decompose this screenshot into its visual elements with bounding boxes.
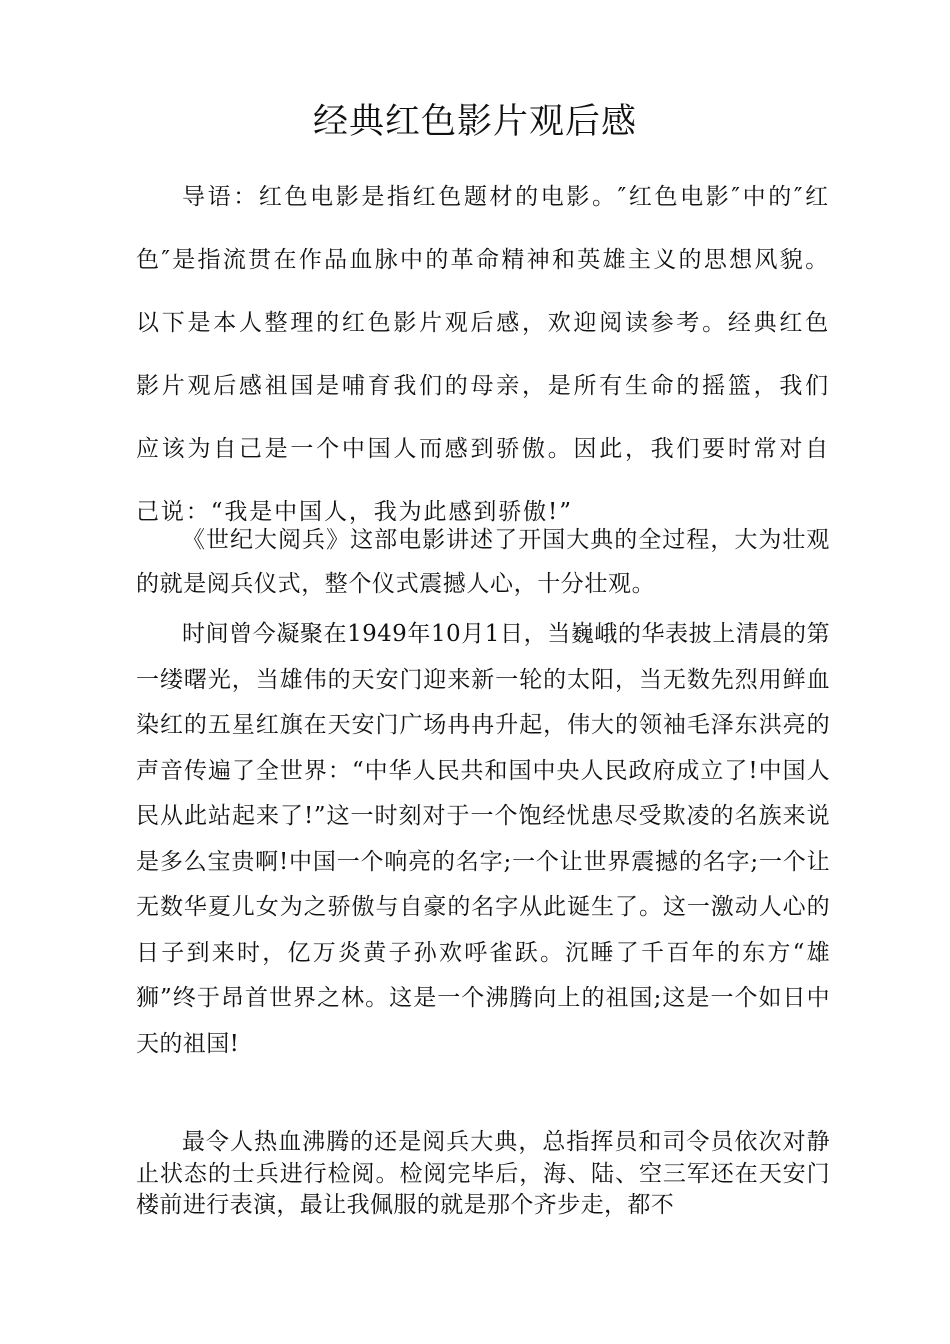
paragraph-military-parade: 最令人热血沸腾的还是阅兵大典，总指挥员和司令员依次对静止状态的士兵进行检阅。检阅完毕后，海、陆、空三军还在天安门楼前进行表演，最让我佩服的就是那个齐步走，都不 — [136, 1129, 830, 1218]
paragraph-film-intro: 《世纪大阅兵》这部电影讲述了开国大典的全过程，大为壮观的就是阅兵仪式，整个仪式震撼人心，十分壮观。 — [136, 527, 830, 597]
document-title: 经典红色影片观后感 — [312, 102, 637, 142]
paragraph-founding-day: 时间曾今凝聚在1949年10月1日，当巍峨的华表披上清晨的第一缕曙光，当雄伟的天安门迎来新一轮的太阳，当无数先烈用鲜血染红的五星红旗在天安门广场冉冉升起，伟大的领袖毛泽东洪亮的声音传遍了全世界：“中华人民共和国中央人民政府成立了!中国人民从此站起来了!”这一时刻对于一个饱经忧患尽受欺凌的名族来说是多么宝贵啊!中国一个响亮的名字;一个让世界震撼的名字;一个让无数华夏儿女为之骄傲与自豪的名字从此诞生了。这一激动人心的日子到来时，亿万炎黄子孙欢呼雀跃。沉睡了千百年的东方“雄狮”终于昂首世界之林。这是一个沸腾向上的祖国;这是一个如日中天的祖国! — [136, 621, 830, 1057]
paragraph-intro: 导语：红色电影是指红色题材的电影。″红色电影″中的″红色″是指流贯在作品血脉中的革命精神和英雄主义的思想风貌。以下是本人整理的红色影片观后感，欢迎阅读参考。经典红色影片观后感祖国是哺育我们的母亲，是所有生命的摇篮，我们应该为自己是一个中国人而感到骄傲。因此，我们要时常对自己说：“我是中国人，我为此感到骄傲!” — [136, 184, 830, 525]
